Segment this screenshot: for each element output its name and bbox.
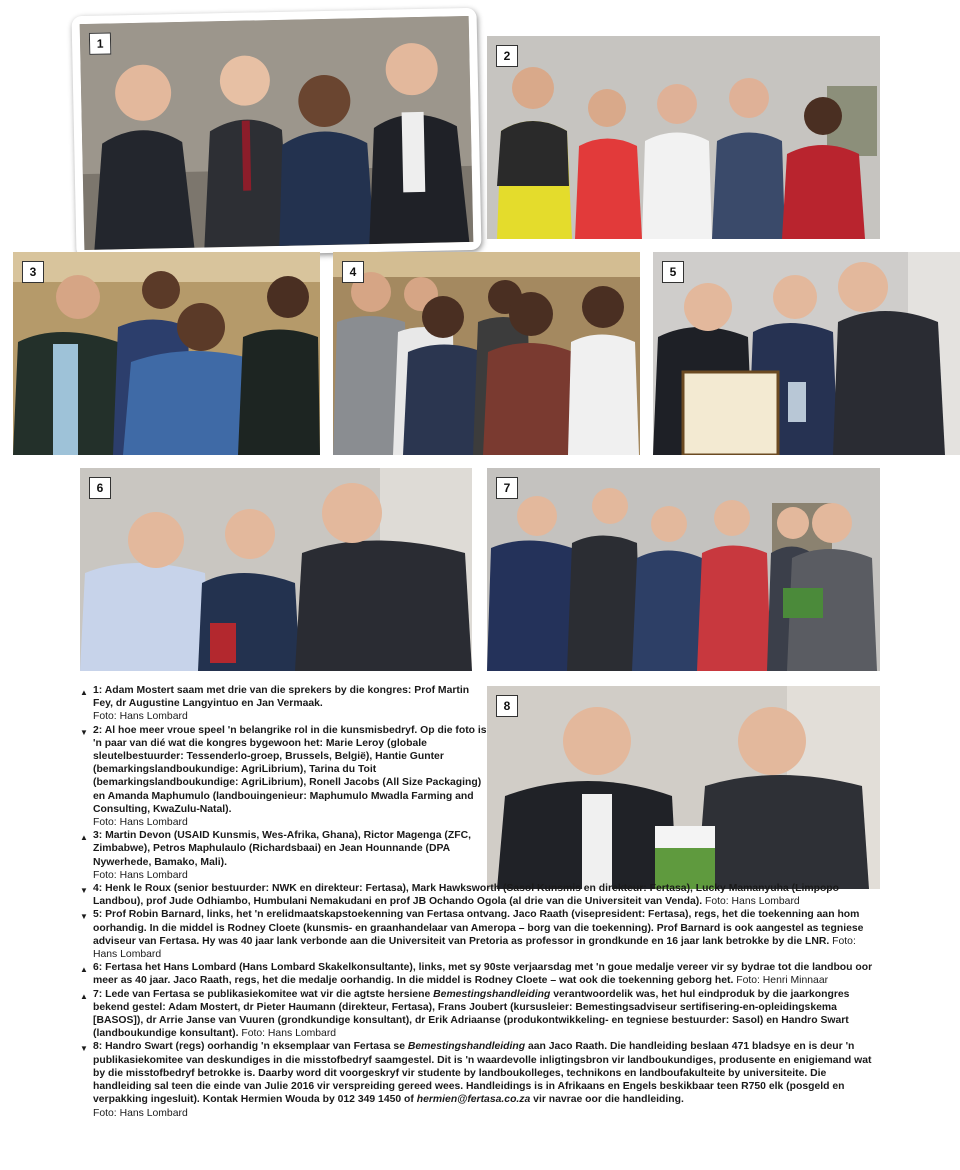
photo-2-people <box>487 36 880 239</box>
photo-5-people <box>653 252 960 455</box>
photo-2 <box>487 36 880 239</box>
triangle-up-icon: ▲ <box>80 688 88 697</box>
photo-7 <box>487 468 880 671</box>
photo-number: 8 <box>496 695 518 717</box>
caption-text: 6: Fertasa het Hans Lombard (Hans Lombard Skakelkonsultante), links, met sy 90ste verjaarsdag met 'n goue medalje vereer vir sy bydrae tot die landbou oor meer as 40 jaar. Jaco Raath, regs, het die medalje oorhandig. In die middel is Rodney Cloete – wat ook die toekenning geborg het. <box>93 962 873 987</box>
caption-7 <box>80 988 880 1041</box>
photo-number: 4 <box>342 261 364 283</box>
photo-credit: Foto: Hans Lombard <box>93 817 188 829</box>
photo-credit: Foto: Hans Lombard <box>241 1028 337 1040</box>
caption-text: verantwoordelik was, het hul eindproduk by die jaarkongres bekend gestel: Adam Mostert, dr Pieter Haumann (direkteur, Fertasa), Frans Joubert (kursusleier: Bemestingsadviseur sertifisering-en-opleidingskema [BASOS]), dr Arrie Janse van Vuuren (grondkundige konsultant), dr Erik Adriaanse (produkontwikkeling- en tegniese bestuurder: Sasol) en Handro Swart (landboukundige konsultant). <box>93 988 850 1040</box>
photo-1-frame <box>72 8 482 258</box>
caption-text: 3: Martin Devon (USAID Kunsmis, Wes-Afrika, Ghana), Rictor Magenga (ZFC, Zimbabwe), Petros Maphulaulo (Richardsbaai) en Jean Hounnande (DPA Nywerhede, Bamako, Mali). <box>93 830 471 868</box>
caption-text: aan Jaco Raath. Die handleiding beslaan 471 bladsye en is deur 'n publikasiekomitee van deskundiges in die misstofbedryf saamgestel. Dit is 'n waardevolle inligtingsbron vir landboukundiges, produsente en enigiemand wat by die misstofbedryf betrokke is. Daarby word dit voorgeskryf vir studente by landboukolleges, technikons en landboufakulteite by universiteite. Die handleiding sal teen die einde van Julie 2016 vir verspreiding gereed wees. Handleidings is in Afrikaans en Engels beskikbaar teen R750 elk (posgeld en verpakking ingesluit). Kontak Hermien Wouda by 012 349 1450 of <box>93 1041 872 1106</box>
caption-book-title: Bemestingshandleiding <box>433 988 551 1000</box>
triangle-down-icon: ▼ <box>80 1044 88 1054</box>
caption-list <box>80 684 880 1120</box>
triangle-up-icon: ▲ <box>80 991 88 1001</box>
photo-6-people <box>80 468 472 671</box>
caption-2 <box>80 724 488 830</box>
photo-1-people <box>80 16 474 250</box>
caption-text: 7: Lede van Fertasa se publikasiekomitee wat vir die agtste hersiene <box>93 988 434 1000</box>
caption-3 <box>80 829 488 882</box>
caption-1 <box>80 684 488 724</box>
photo-4 <box>333 252 640 455</box>
triangle-down-icon: ▼ <box>80 727 88 737</box>
caption-5 <box>80 908 880 961</box>
photo-credit: Foto: Hans Lombard <box>93 711 188 723</box>
caption-book-title: Bemestingshandleiding <box>407 1041 526 1053</box>
photo-number: 3 <box>22 261 44 283</box>
photo-credit: Foto: Henri Minnaar <box>736 975 829 987</box>
triangle-up-icon: ▲ <box>80 965 88 975</box>
photo-4-people <box>333 252 640 455</box>
photo-credit: Foto: Hans Lombard <box>93 935 856 961</box>
photo-credit: Foto: Hans Lombard <box>93 869 188 881</box>
caption-4 <box>80 882 880 908</box>
photo-number: 6 <box>89 477 111 499</box>
photo-7-people <box>487 468 880 671</box>
caption-text: 2: Al hoe meer vroue speel 'n belangrike rol in die kunsmisbedryf. Op die foto is 'n paar van dié wat die kongres bygewoon het: Marie Leroy (globale sleutelbestuurder: Tessenderlo-groep, Brussels, België), Hantie Gunter (bemarkingslandboukundige: AgriLibrium), Tarina du Toit (bemarkingslandboukundige: AgriLibrium), Ronell Jacobs (All Size Packaging) en Amanda Maphumulo (landbouingenieur: Maphumulo Mwadla Farming and Consulting, KwaZulu-Natal). <box>93 724 487 815</box>
caption-text: vir navrae oor die handleiding. <box>530 1094 684 1106</box>
photo-1 <box>80 16 474 250</box>
photo-number: 2 <box>496 45 518 67</box>
contact-email-link[interactable]: hermien@fertasa.co.za <box>416 1094 531 1106</box>
photo-6 <box>80 468 472 671</box>
caption-text: 4: Henk le Roux (senior bestuurder: NWK en direkteur: Fertasa), Mark Hawksworth (Sasol Kunsmis en direkteur: Fertasa), Lucky Mamanyuha (Limpopo Landbou), prof Jude Odhiambo, Humbulani Nemakudani en prof JB Ochando Ogola (al drie van die Universiteit van Venda). <box>93 883 839 908</box>
caption-text: 8: Handro Swart (regs) oorhandig 'n eksemplaar van Fertasa se <box>93 1041 408 1053</box>
photo-3 <box>13 252 320 455</box>
caption-6 <box>80 961 880 987</box>
photo-3-people <box>13 252 320 455</box>
caption-text: 1: Adam Mostert saam met drie van die sprekers by die kongres: Prof Martin Fey, dr Augustine Langyintuo en Jan Vermaak. <box>93 685 470 710</box>
photo-credit: Foto: Hans Lombard <box>704 896 800 908</box>
photo-number: 7 <box>496 477 518 499</box>
caption-text: 5: Prof Robin Barnard, links, het 'n erelidmaatskapstoekenning van Fertasa ontvang. Jaco Raath (visepresident: Fertasa), regs, het die toekenning aan hom oorhandig. In die middel is Rodney Cloete (kunsmis- en graanhandelaar van Ameropa – borg van die toekenning). Prof Barnard is ook aangestel as tegniese adviseur van Fertasa. Hy was 40 jaar lank verbonde aan die Universiteit van Pretoria as professor in grondkunde en 16 jaar lank betrokke by die LNR. <box>93 909 864 947</box>
photo-credit: Foto: Hans Lombard <box>93 1107 188 1119</box>
caption-8 <box>80 1040 880 1119</box>
photo-number: 1 <box>89 32 111 54</box>
photo-5 <box>653 252 960 455</box>
triangle-down-icon: ▼ <box>80 912 88 922</box>
photo-number: 5 <box>662 261 684 283</box>
triangle-down-icon: ▼ <box>80 886 88 896</box>
triangle-up-icon: ▲ <box>80 833 88 843</box>
